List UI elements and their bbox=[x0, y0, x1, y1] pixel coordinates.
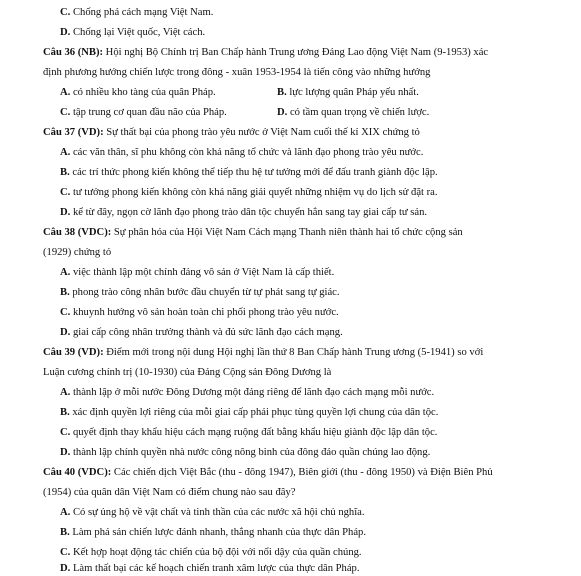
question-text-line bbox=[43, 246, 111, 260]
option-text: các trí thức phong kiến không thể tiếp thu hệ tư tưởng mới để đấu tranh giành độc lập. bbox=[69, 167, 438, 178]
option-label: D. bbox=[60, 327, 71, 338]
question-text: Luận cương chính trị (10-1930) của Đảng Cộng sản Đông Dương là bbox=[43, 367, 332, 378]
option-line bbox=[60, 406, 438, 420]
option-label: C. bbox=[60, 307, 71, 318]
question-36-line bbox=[43, 46, 488, 60]
option-line bbox=[60, 166, 438, 180]
option-label: D. bbox=[60, 563, 71, 574]
option-text: Kết hợp hoạt động tác chiến của bộ đội với nổi dậy của quần chúng. bbox=[70, 547, 362, 558]
option-line bbox=[60, 526, 366, 540]
option-label: C. bbox=[60, 427, 71, 438]
option-label: C. bbox=[60, 7, 71, 18]
option-text: thành lập chính quyền nhà nước công nông binh của đông đảo quần chúng lao động. bbox=[70, 447, 431, 458]
question-38-line bbox=[43, 226, 463, 240]
option-line bbox=[60, 562, 359, 576]
question-heading: Câu 39 (VD): bbox=[43, 347, 104, 358]
question-text: định phương hướng chiến lược trong đông - xuân 1953-1954 là tiến công vào những hướng bbox=[43, 67, 431, 78]
question-heading: Câu 40 (VDC): bbox=[43, 467, 112, 478]
question-text: Các chiến dịch Việt Bắc (thu - đông 1947), Biên giới (thu - đông 1950) và Điện Biên Phủ bbox=[111, 467, 493, 478]
option-label: A. bbox=[60, 87, 71, 98]
question-text: Hội nghị Bộ Chính trị Ban Chấp hành Trung ương Đảng Lao động Việt Nam (9-1953) xác bbox=[103, 47, 489, 58]
option-line bbox=[60, 86, 216, 100]
question-text: Sự phân hóa của Hội Việt Nam Cách mạng Thanh niên thành hai tổ chức cộng sản bbox=[111, 227, 463, 238]
option-line bbox=[60, 26, 205, 40]
option-text: giai cấp công nhân trưởng thành và đủ sức lãnh đạo cách mạng. bbox=[70, 327, 343, 338]
option-text: có tầm quan trọng về chiến lược. bbox=[287, 107, 430, 118]
option-label: C. bbox=[60, 187, 71, 198]
option-label: A. bbox=[60, 507, 71, 518]
option-line bbox=[277, 106, 429, 120]
option-line bbox=[60, 386, 434, 400]
question-heading: Câu 37 (VD): bbox=[43, 127, 104, 138]
option-line bbox=[60, 426, 437, 440]
question-heading: Câu 38 (VDC): bbox=[43, 227, 112, 238]
question-text: Điểm mới trong nội dung Hội nghị lần thứ 8 Ban Chấp hành Trung ương (5-1941) so với bbox=[103, 347, 484, 358]
option-label: A. bbox=[60, 147, 71, 158]
option-line bbox=[60, 146, 423, 160]
option-text: Chống phá cách mạng Việt Nam. bbox=[70, 7, 214, 18]
option-line bbox=[60, 6, 213, 20]
option-label: C. bbox=[60, 107, 71, 118]
option-line bbox=[60, 206, 427, 220]
option-text: Có sự ủng hộ về vật chất và tinh thần của các nước xã hội chủ nghĩa. bbox=[70, 507, 365, 518]
option-line bbox=[60, 106, 227, 120]
option-text: Làm thất bại các kế hoạch chiến tranh xâm lược của thực dân Pháp. bbox=[70, 563, 360, 574]
option-text: Làm phá sản chiến lược đánh nhanh, thắng nhanh của thực dân Pháp. bbox=[69, 527, 366, 538]
option-line bbox=[60, 266, 334, 280]
option-line bbox=[60, 546, 362, 560]
option-text: lực lượng quân Pháp yếu nhất. bbox=[286, 87, 419, 98]
option-label: B. bbox=[277, 87, 287, 98]
option-text: phong trào công nhân bước đầu chuyển từ tự phát sang tự giác. bbox=[69, 287, 340, 298]
option-text: quyết định thay khẩu hiệu cách mạng ruộng đất bằng khẩu hiệu giành độc lập dân tộc. bbox=[70, 427, 438, 438]
question-40-line bbox=[43, 466, 493, 480]
option-text: các văn thân, sĩ phu không còn khả năng tổ chức và lãnh đạo phong trào yêu nước. bbox=[70, 147, 424, 158]
question-text-line bbox=[43, 366, 331, 380]
option-label: B. bbox=[60, 407, 70, 418]
option-label: D. bbox=[60, 447, 71, 458]
option-label: B. bbox=[60, 167, 70, 178]
question-39-line bbox=[43, 346, 483, 360]
option-text: có nhiều kho tàng của quân Pháp. bbox=[70, 87, 216, 98]
question-text: Sự thất bại của phong trào yêu nước ở Việt Nam cuối thế kỉ XIX chứng tỏ bbox=[103, 127, 420, 138]
option-label: B. bbox=[60, 287, 70, 298]
option-text: Chống lại Việt quốc, Việt cách. bbox=[70, 27, 206, 38]
option-line bbox=[60, 326, 343, 340]
option-label: A. bbox=[60, 267, 71, 278]
question-heading: Câu 36 (NB): bbox=[43, 47, 104, 58]
question-text: (1929) chứng tỏ bbox=[43, 247, 112, 258]
option-label: B. bbox=[60, 527, 70, 538]
option-text: tập trung cơ quan đầu não của Pháp. bbox=[70, 107, 227, 118]
option-label: D. bbox=[277, 107, 288, 118]
option-label: D. bbox=[60, 207, 71, 218]
question-37-line bbox=[43, 126, 420, 140]
option-label: A. bbox=[60, 387, 71, 398]
option-line bbox=[60, 306, 339, 320]
option-line bbox=[60, 506, 365, 520]
option-text: thành lập ở mỗi nước Đông Dương một đảng riêng để lãnh đạo cách mạng mỗi nước. bbox=[70, 387, 435, 398]
option-text: việc thành lập một chính đảng vô sản ở Việt Nam là cấp thiết. bbox=[70, 267, 335, 278]
option-text: xác định quyền lợi riêng của mỗi giai cấp phải phục tùng quyền lợi chung của dân tộc. bbox=[69, 407, 439, 418]
option-text: tư tưởng phong kiến không còn khả năng giải quyết những nhiệm vụ do lịch sử đặt ra. bbox=[70, 187, 438, 198]
option-text: kể từ đây, ngọn cờ lãnh đạo phong trào dân tộc chuyển hẳn sang tay giai cấp tư sản. bbox=[70, 207, 428, 218]
question-text: (1954) của quân dân Việt Nam có điểm chung nào sau đây? bbox=[43, 487, 296, 498]
option-line bbox=[277, 86, 419, 100]
option-label: C. bbox=[60, 547, 71, 558]
question-text-line bbox=[43, 66, 430, 80]
option-label: D. bbox=[60, 27, 71, 38]
option-line bbox=[60, 186, 438, 200]
question-text-line bbox=[43, 486, 295, 500]
option-text: khuynh hướng vô sản hoàn toàn chi phối phong trào yêu nước. bbox=[70, 307, 339, 318]
option-line bbox=[60, 446, 430, 460]
option-line bbox=[60, 286, 340, 300]
